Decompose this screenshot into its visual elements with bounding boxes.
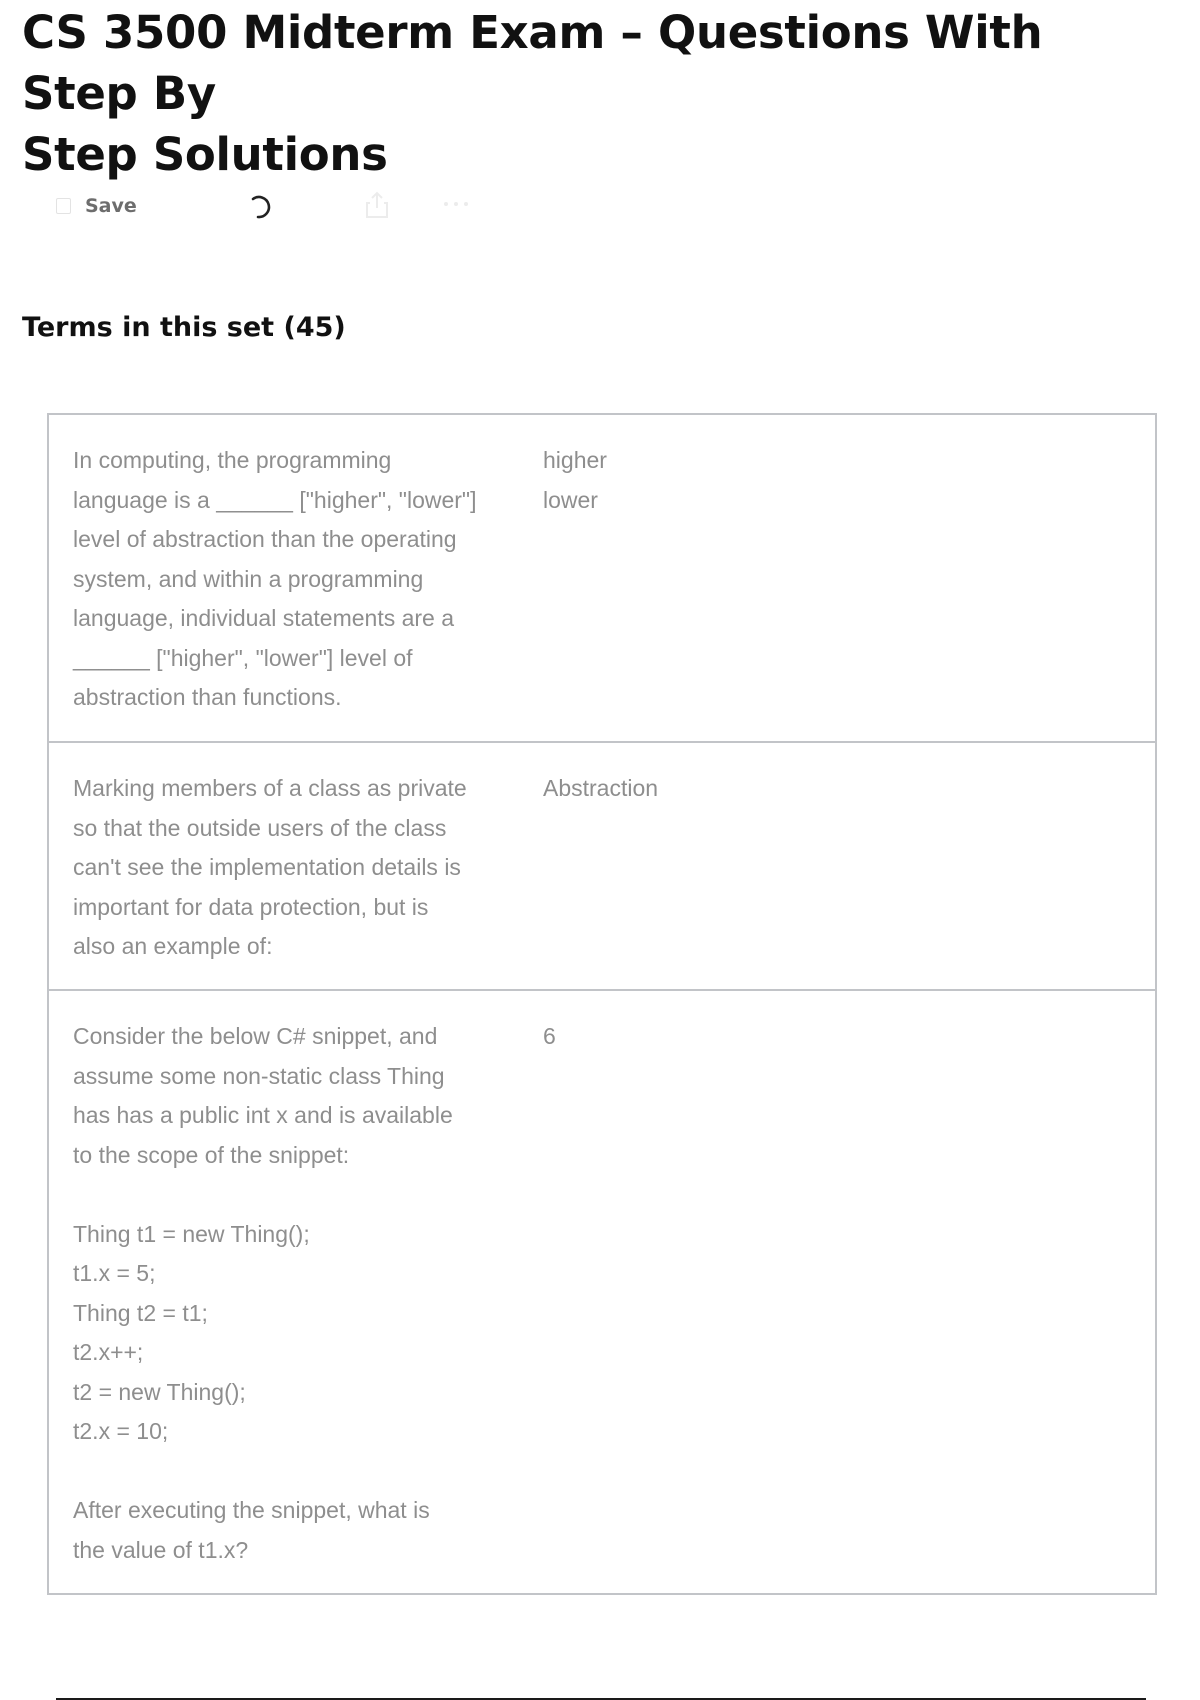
terms-heading: Terms in this set (45) — [22, 312, 346, 343]
code-line: t1.x = 5; — [73, 1260, 156, 1286]
question-line: ______ ["higher", "lower"] level of — [73, 644, 413, 671]
term-answer — [497, 991, 556, 1593]
code-line: t2 = new Thing(); — [73, 1378, 246, 1405]
blank-line — [73, 1175, 497, 1215]
question-line: language, individual statements are a — [73, 605, 455, 631]
question-line: In computing, the programming — [73, 447, 392, 473]
term-question — [49, 743, 497, 989]
save-label: Save — [85, 195, 137, 217]
term-card — [47, 743, 1157, 991]
question-line: so that the outside users of the class — [73, 814, 447, 841]
term-card — [47, 991, 1157, 1595]
answer-line: lower — [543, 486, 598, 513]
question-line: the value of t1.x? — [73, 1536, 249, 1563]
share-icon[interactable] — [362, 190, 392, 220]
question-line: system, and within a programming — [73, 565, 424, 592]
question-line: Consider the below C# snippet, and — [73, 1023, 438, 1049]
question-line: level of abstraction than the operating — [73, 526, 457, 552]
terms-list — [47, 413, 1157, 1595]
term-answer — [497, 743, 658, 989]
question-line: can't see the implementation details is — [73, 854, 461, 880]
answer-line: higher — [543, 447, 607, 473]
question-line: assume some non-static class Thing — [73, 1062, 445, 1089]
term-answer — [497, 415, 607, 741]
page-title — [22, 2, 1172, 185]
more-icon[interactable] — [436, 194, 476, 214]
code-line: t2.x++; — [73, 1339, 144, 1365]
question-line: abstraction than functions. — [73, 684, 342, 710]
answer-line: Abstraction — [543, 775, 659, 801]
code-line: Thing t2 = t1; — [73, 1299, 208, 1326]
blank-line — [73, 1452, 497, 1492]
code-line: Thing t1 = new Thing(); — [73, 1220, 310, 1247]
answer-line: 6 — [543, 1023, 556, 1049]
save-button[interactable] — [56, 192, 137, 220]
page-title-line-1: CS 3500 Midterm Exam – Questions With Step By — [22, 6, 1043, 120]
checkbox-icon — [56, 198, 71, 214]
set-toolbar — [50, 186, 510, 226]
term-question — [49, 991, 497, 1593]
question-line: language is a ______ ["higher", "lower"] — [73, 486, 477, 513]
term-card — [47, 413, 1157, 743]
question-line: important for data protection, but is — [73, 893, 429, 920]
question-line: After executing the snippet, what is — [73, 1497, 430, 1523]
question-line: Marking members of a class as private — [73, 775, 467, 801]
page-title-line-2: Step Solutions — [22, 128, 388, 181]
term-question — [49, 415, 497, 741]
question-line: also an example of: — [73, 933, 273, 959]
refresh-icon[interactable] — [244, 189, 278, 223]
code-line: t2.x = 10; — [73, 1418, 169, 1444]
question-line: to the scope of the snippet: — [73, 1141, 350, 1168]
question-line: has has a public int x and is available — [73, 1102, 453, 1128]
